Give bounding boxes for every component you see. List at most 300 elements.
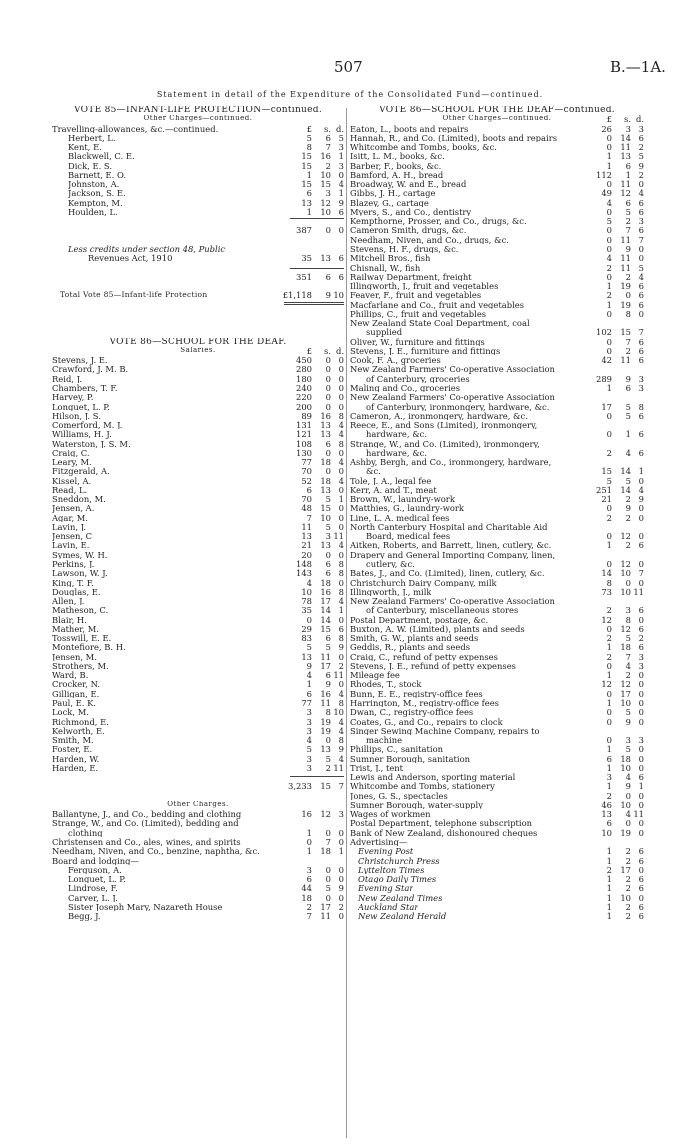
amount-pounds: 12 xyxy=(601,614,612,625)
amount-pence: 0 xyxy=(338,355,344,366)
row-amount xyxy=(590,486,644,495)
amount-pence: 0 xyxy=(338,466,344,477)
row-label: Strange, W., and Co. (Limited), bedding and xyxy=(52,819,239,828)
row-amount xyxy=(590,208,644,217)
table-row xyxy=(350,764,644,773)
amount-pence: 2 xyxy=(638,169,644,180)
amount-pounds: 2 xyxy=(606,864,612,875)
row-label: Gibbs, J. H., cartage xyxy=(350,189,436,198)
table-row xyxy=(52,718,344,727)
row-label: Mileage fee xyxy=(350,671,400,680)
row-label: Crawford, J. M. B. xyxy=(52,365,129,374)
amount-shillings: 0 xyxy=(325,364,331,375)
amount-shillings: 5 xyxy=(325,494,331,505)
amount-pounds: 0 xyxy=(606,271,612,282)
table-row xyxy=(350,449,644,458)
amount-shillings: 0 xyxy=(325,447,331,458)
row-amount xyxy=(590,449,644,458)
table-row xyxy=(52,152,344,161)
row-amount xyxy=(290,857,344,866)
row-label: &c. xyxy=(366,467,381,476)
vote86-salary-rows xyxy=(52,356,344,773)
row-label: North Canterbury Hospital and Charitable Aid xyxy=(350,522,548,532)
row-label: Christchurch Press xyxy=(358,856,440,865)
table-row xyxy=(350,189,644,198)
row-amount xyxy=(290,467,344,476)
amount-pounds: 0 xyxy=(606,132,612,143)
amount-shillings: 17 xyxy=(320,660,331,671)
row-label: Fitzgerald, A. xyxy=(52,467,110,476)
row-amount xyxy=(590,458,644,467)
table-row xyxy=(350,838,644,847)
row-amount xyxy=(590,523,644,532)
amount-shillings: 7 xyxy=(625,225,631,236)
table-row xyxy=(350,532,644,541)
amount-pounds: 1 xyxy=(606,901,612,912)
table-row xyxy=(350,680,644,689)
amount-pounds: 220 xyxy=(296,392,312,403)
row-amount xyxy=(590,810,644,819)
vote85-title: VOTE 85—INFANT-LIFE PROTECTION—continued. xyxy=(73,106,323,115)
row-amount xyxy=(290,477,344,486)
row-label: Dwan, C., registry-office fees xyxy=(350,708,474,717)
row-amount xyxy=(590,180,644,189)
amount-pounds: 5 xyxy=(606,216,612,227)
amount-pence: 0 xyxy=(638,308,644,319)
row-label: Ward, B. xyxy=(52,671,89,680)
vote85-total: Total Vote 85—Infant-life Protection £1,118 9 10 xyxy=(60,290,344,301)
table-row xyxy=(350,375,644,384)
statement-heading: Statement in detail of the Expenditure of the Consolidated Fund—continued. xyxy=(156,90,544,99)
amount-shillings: 4 xyxy=(625,660,631,671)
row-amount xyxy=(590,884,644,893)
row-amount xyxy=(590,375,644,384)
table-row xyxy=(350,810,644,819)
row-amount xyxy=(290,597,344,606)
table-row xyxy=(350,884,644,893)
row-label: Cameron Smith, drugs, &c. xyxy=(350,226,467,235)
amount-pence: 0 xyxy=(338,911,344,922)
amount-shillings: 6 xyxy=(325,132,331,143)
amount-pence: 6 xyxy=(638,605,644,616)
table-row xyxy=(350,421,644,430)
amount-pence: 6 xyxy=(638,855,644,866)
row-label: Stevens, H. F., drugs, &c. xyxy=(350,244,459,254)
row-label: Stevens, J. E. xyxy=(52,356,108,365)
table-row xyxy=(350,282,644,291)
table-row xyxy=(350,569,644,578)
amount-shillings: 13 xyxy=(320,540,331,551)
row-label: Ashby, Bergh, and Co., ironmongery, hardware, xyxy=(350,458,552,467)
amount-pence: 6 xyxy=(638,225,644,236)
amount-pence: 11 xyxy=(333,670,344,681)
row-label: Broadway, W. and E., bread xyxy=(350,180,467,189)
amount-pence: 0 xyxy=(338,392,344,403)
amount-pounds: 70 xyxy=(301,466,312,477)
row-label: Oliver, W., furniture and fittings xyxy=(350,337,485,347)
row-label: Line, L. A. medical fees xyxy=(350,513,450,523)
amount-pence: 0 xyxy=(638,698,644,708)
table-row xyxy=(52,838,344,847)
row-amount xyxy=(290,736,344,745)
row-amount xyxy=(590,699,644,708)
amount-shillings: 2 xyxy=(325,160,331,171)
amount-pounds: 0 xyxy=(606,707,612,718)
row-amount xyxy=(290,866,344,875)
amount-pence: 0 xyxy=(338,503,344,514)
table-row xyxy=(350,819,644,828)
table-row xyxy=(350,514,644,523)
amount-pence: 0 xyxy=(638,744,644,755)
table-row xyxy=(52,504,344,513)
amount-pounds: 77 xyxy=(301,457,312,468)
amount-shillings: 3 xyxy=(625,735,631,746)
amount-pence: 0 xyxy=(638,707,644,718)
row-label: clothing xyxy=(68,828,103,838)
amount-pence: 0 xyxy=(638,679,644,690)
amount-shillings: 2 xyxy=(325,762,331,773)
table-row xyxy=(350,857,644,866)
amount-pounds: 48 xyxy=(301,503,312,514)
amount-pence: 0 xyxy=(638,559,644,570)
row-amount xyxy=(290,393,344,402)
row-label: Jackson, S. E. xyxy=(68,189,126,198)
row-label: of Canterbury, groceries xyxy=(366,374,470,384)
amount-pence: 1 xyxy=(638,781,644,792)
amount-pence: 0 xyxy=(338,864,344,875)
amount-pounds: 17 xyxy=(601,401,612,412)
amount-pounds: 9 xyxy=(306,660,312,671)
amount-shillings: 10 xyxy=(320,206,331,217)
row-amount xyxy=(590,819,644,828)
amount-pounds: 46 xyxy=(601,799,612,810)
amount-shillings: 9 xyxy=(325,679,331,690)
row-label: Phillips, C., fruit and vegetables xyxy=(350,309,487,319)
amount-pounds: 6 xyxy=(606,818,612,829)
amount-shillings: 13 xyxy=(320,484,331,495)
row-label: Needham, Niven, and Co., drugs, &c. xyxy=(350,235,509,245)
table-row xyxy=(52,477,344,486)
row-amount xyxy=(590,847,644,856)
amount-pence: 6 xyxy=(638,772,644,783)
row-label: Barber, F., books, &c. xyxy=(350,161,442,170)
amount-pounds: 4 xyxy=(606,197,612,208)
table-row xyxy=(350,792,644,801)
row-label: Ferguson, A. xyxy=(68,865,122,875)
row-label: Geddis, R., plants and seeds xyxy=(350,643,470,652)
amount-shillings: 9 xyxy=(625,503,631,514)
row-label: Postal Department, telephone subscription xyxy=(350,819,533,828)
right-subtitle-row: Other Charges—continued. £ s. d. xyxy=(442,114,644,125)
amount-shillings: 10 xyxy=(620,568,631,579)
table-row xyxy=(350,143,644,152)
row-amount xyxy=(590,727,644,736)
amount-pence: 0 xyxy=(338,827,344,838)
table-row xyxy=(350,903,644,912)
row-label: Blackwell, C. E. xyxy=(68,152,135,161)
amount-shillings: 2 xyxy=(625,874,631,885)
row-amount xyxy=(290,912,344,921)
amount-shillings: 0 xyxy=(625,790,631,801)
amount-pounds: 13 xyxy=(301,531,312,542)
row-label: Eaton, L., boots and repairs xyxy=(350,124,469,133)
row-label: of Canterbury, miscellaneous stores xyxy=(366,606,519,615)
row-label: Bates, J., and Co. (Limited), linen, cutlery, &c. xyxy=(350,569,545,578)
row-amount xyxy=(290,495,344,504)
row-amount xyxy=(290,208,344,217)
amount-pence: 0 xyxy=(338,892,344,903)
row-label: Harden, E. xyxy=(52,763,99,773)
row-label: Board, medical fees xyxy=(366,532,451,541)
amount-pounds: 5 xyxy=(606,475,612,486)
amount-shillings: 19 xyxy=(620,827,631,838)
amount-pence: 4 xyxy=(338,420,344,431)
row-label: Ballantyne, J., and Co., bedding and clothing xyxy=(52,810,242,819)
amount-pounds: 102 xyxy=(596,327,612,338)
amount-pounds: 5 xyxy=(306,642,312,653)
vote85-subtitle: Other Charges—continued. xyxy=(143,115,253,123)
amount-pounds: 3 xyxy=(606,772,612,783)
amount-shillings: 0 xyxy=(325,355,331,366)
amount-pounds: 21 xyxy=(601,494,612,505)
row-amount xyxy=(290,430,344,439)
table-row xyxy=(52,884,344,893)
row-label: New Zealand Times xyxy=(358,893,443,902)
amount-shillings: 14 xyxy=(620,484,631,495)
amount-pence: 1 xyxy=(338,188,344,199)
amount-shillings: 0 xyxy=(325,466,331,477)
table-row xyxy=(350,551,644,560)
table-row xyxy=(350,347,644,356)
row-amount xyxy=(590,384,644,393)
amount-shillings: 2 xyxy=(625,901,631,912)
row-label: Longuet, L. P. xyxy=(52,402,110,411)
row-label: supplied xyxy=(366,328,403,337)
table-row xyxy=(350,458,644,467)
row-amount xyxy=(590,782,644,791)
amount-pounds: 1 xyxy=(606,281,612,292)
amount-shillings: 10 xyxy=(320,169,331,180)
row-label: Blazey, G., cartage xyxy=(350,198,429,208)
amount-shillings: 15 xyxy=(620,327,631,338)
table-row xyxy=(350,782,644,791)
row-label: Mitchell Bros., fish xyxy=(350,254,431,263)
amount-shillings: 9 xyxy=(625,716,631,727)
amount-pounds: 0 xyxy=(606,429,612,440)
amount-pounds: 0 xyxy=(606,688,612,699)
table-row xyxy=(52,486,344,495)
amount-pounds: 11 xyxy=(301,521,312,532)
row-amount xyxy=(590,310,644,319)
row-label: Allen, J. xyxy=(52,597,85,606)
amount-shillings: 18 xyxy=(320,577,331,588)
row-amount xyxy=(590,718,644,727)
row-label: Cameron, A., ironmongery, hardware, &c. xyxy=(350,411,528,421)
amount-shillings: 2 xyxy=(625,494,631,505)
row-amount xyxy=(290,514,344,523)
amount-pounds: 4 xyxy=(306,735,312,746)
amount-pence: 0 xyxy=(638,512,644,523)
amount-shillings: 6 xyxy=(325,438,331,449)
row-label: Comerford, M. J. xyxy=(52,421,123,430)
amount-pence: 8 xyxy=(338,568,344,579)
amount-pounds: 2 xyxy=(306,901,312,912)
amount-shillings: 11 xyxy=(620,142,631,153)
row-label: Lewis and Anderson, sporting material xyxy=(350,773,516,782)
table-row xyxy=(350,171,644,180)
amount-pence: 9 xyxy=(638,160,644,171)
amount-shillings: 12 xyxy=(620,531,631,542)
amount-pounds: 3 xyxy=(306,753,312,764)
amount-pounds: 4 xyxy=(306,670,312,681)
table-row xyxy=(350,356,644,365)
amount-shillings: 7 xyxy=(625,336,631,347)
amount-pounds: 0 xyxy=(606,735,612,746)
table-row xyxy=(350,125,644,134)
table-row xyxy=(52,569,344,578)
row-amount xyxy=(590,792,644,801)
amount-pence: 0 xyxy=(638,253,644,264)
row-label: Dick, E. S. xyxy=(68,161,113,170)
amount-shillings: 18 xyxy=(320,475,331,486)
row-amount xyxy=(590,356,644,365)
row-amount xyxy=(290,903,344,912)
amount-pounds: 4 xyxy=(606,253,612,264)
table-row xyxy=(350,393,644,402)
amount-pounds: 1 xyxy=(606,160,612,171)
amount-pence: 2 xyxy=(338,901,344,912)
row-label: Evening Post xyxy=(358,847,414,856)
amount-shillings: 0 xyxy=(325,549,331,560)
amount-shillings: 14 xyxy=(320,614,331,625)
row-label: Lavin, J. xyxy=(52,522,87,532)
table-row xyxy=(350,866,644,875)
table-row xyxy=(350,643,644,652)
table-row xyxy=(52,690,344,699)
amount-shillings: 0 xyxy=(325,892,331,903)
row-amount xyxy=(290,143,344,152)
table-row xyxy=(350,597,644,606)
row-amount xyxy=(590,236,644,245)
row-label: Mather, M. xyxy=(52,624,99,634)
row-label: Sister Joseph Mary, Nazareth House xyxy=(68,902,223,912)
row-label: Myers, S., and Co., dentistry xyxy=(350,207,472,217)
amount-pounds: 2 xyxy=(606,790,612,801)
table-row xyxy=(350,708,644,717)
row-amount xyxy=(590,680,644,689)
row-label: Maling and Co., groceries xyxy=(350,383,461,393)
row-label: New Zealand Farmers' Co-operative Association xyxy=(350,365,555,374)
table-row xyxy=(350,467,644,476)
table-row xyxy=(350,625,644,634)
row-label: Sumner Borough, water-supply xyxy=(350,800,483,810)
amount-pence: 1 xyxy=(338,846,344,857)
row-label: Bank of New Zealand, dishonoured cheques xyxy=(350,828,538,838)
row-amount xyxy=(590,894,644,903)
row-amount xyxy=(590,773,644,782)
table-row xyxy=(52,810,344,819)
amount-pence: 9 xyxy=(638,494,644,505)
amount-pounds: 1 xyxy=(606,874,612,885)
row-amount xyxy=(590,199,644,208)
table-row xyxy=(350,579,644,588)
amount-shillings: 0 xyxy=(325,392,331,403)
row-amount xyxy=(590,152,644,161)
amount-pence: 0 xyxy=(638,716,644,727)
amount-pounds: 2 xyxy=(606,512,612,523)
amount-pence: 3 xyxy=(638,382,644,393)
row-label: Advertising— xyxy=(350,837,408,847)
amount-pounds: 112 xyxy=(596,169,612,180)
row-label: hardware, &c. xyxy=(366,430,428,439)
amount-pounds: 15 xyxy=(301,160,312,171)
row-amount xyxy=(590,328,644,337)
amount-pence: 0 xyxy=(338,577,344,588)
amount-pounds: 1 xyxy=(606,540,612,551)
right-title: VOTE 86—SCHOOL FOR THE DEAF—continued. xyxy=(379,106,615,115)
row-amount xyxy=(290,199,344,208)
amount-pounds: 49 xyxy=(601,188,612,199)
row-label: Coates, G., and Co., repairs to clock xyxy=(350,717,503,726)
amount-pounds: 26 xyxy=(601,123,612,134)
amount-shillings: 2 xyxy=(625,883,631,894)
row-amount xyxy=(290,634,344,643)
amount-shillings: 19 xyxy=(620,281,631,292)
row-label: Craig, C., refund of petty expenses xyxy=(350,652,498,662)
amount-shillings: 5 xyxy=(625,410,631,421)
table-row xyxy=(350,894,644,903)
row-label: Chambers, T. F. xyxy=(52,383,118,393)
table-row xyxy=(52,467,344,476)
row-label: machine xyxy=(366,736,403,745)
table-row xyxy=(52,458,344,467)
vote85-rows xyxy=(52,134,344,217)
amount-pence: 1 xyxy=(338,494,344,505)
amount-pence: 0 xyxy=(338,364,344,375)
amount-shillings: 12 xyxy=(320,809,331,820)
table-row xyxy=(350,773,644,782)
table-row xyxy=(350,199,644,208)
row-amount xyxy=(590,301,644,310)
amount-pounds: 1 xyxy=(606,642,612,653)
amount-pence: 0 xyxy=(338,447,344,458)
table-row xyxy=(350,847,644,856)
row-label: Reece, E., and Sons (Limited), ironmongery, xyxy=(350,421,538,430)
row-label: Wages of workmen xyxy=(350,810,431,819)
table-row xyxy=(52,903,344,912)
table-row xyxy=(52,755,344,764)
row-amount xyxy=(590,264,644,273)
amount-pence: 2 xyxy=(638,142,644,153)
row-amount xyxy=(590,690,644,699)
table-row xyxy=(52,680,344,689)
amount-shillings: 0 xyxy=(625,290,631,301)
amount-shillings: 5 xyxy=(325,521,331,532)
amount-shillings: 11 xyxy=(620,234,631,245)
amount-shillings: 15 xyxy=(320,503,331,514)
amount-pounds: 1 xyxy=(606,299,612,310)
row-amount xyxy=(590,217,644,226)
amount-pounds: 0 xyxy=(606,308,612,319)
amount-pounds: 0 xyxy=(606,345,612,356)
row-label: Postal Department, postage, &c. xyxy=(350,615,489,625)
row-amount xyxy=(590,504,644,513)
amount-pounds: 8 xyxy=(306,142,312,153)
vote85-net: 351 6 6 xyxy=(296,271,344,282)
table-row xyxy=(52,449,344,458)
amount-pounds: 83 xyxy=(301,633,312,644)
row-amount xyxy=(590,125,644,134)
